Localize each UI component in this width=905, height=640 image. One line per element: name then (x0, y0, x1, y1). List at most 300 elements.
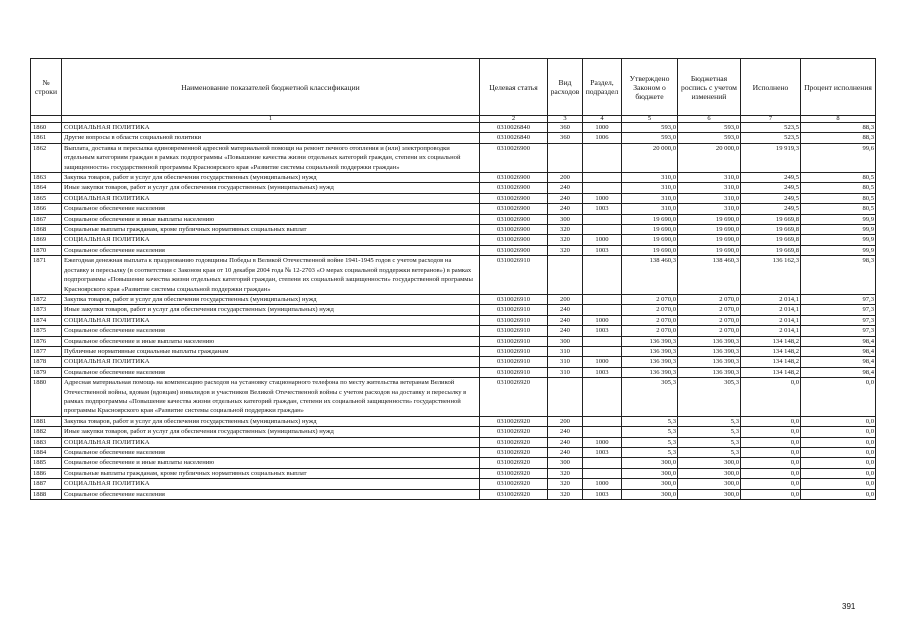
row-number: 1882 (31, 427, 62, 437)
approved-amount: 593,0 (622, 123, 678, 133)
row-number: 1883 (31, 437, 62, 447)
col-header-vid: Вид расходов (548, 59, 583, 116)
table-row (31, 378, 876, 417)
executed-amount: 0,0 (741, 489, 801, 499)
target-article: 0310026920 (480, 448, 548, 458)
table-row (31, 427, 876, 437)
target-article: 0310026910 (480, 305, 548, 315)
execution-percent: 0,0 (801, 468, 876, 478)
section-subsection (583, 143, 622, 172)
budget-list-amount: 310,0 (678, 173, 741, 183)
table-row (31, 123, 876, 133)
indicator-name: Социальные выплаты гражданам, кроме публичных нормативных социальных выплат (62, 225, 480, 235)
target-article: 0310026900 (480, 214, 548, 224)
executed-amount: 0,0 (741, 437, 801, 447)
col-header-budget-list: Бюджетная роспись с учетом изменений (678, 59, 741, 116)
indicator-name: Закупка товаров, работ и услуг для обеспечения государственных (муниципальных) нужд (62, 173, 480, 183)
expense-type: 240 (548, 305, 583, 315)
budget-list-amount: 136 390,3 (678, 336, 741, 346)
executed-amount: 136 162,3 (741, 256, 801, 295)
execution-percent: 99,6 (801, 143, 876, 172)
target-article: 0310026920 (480, 479, 548, 489)
execution-percent: 97,3 (801, 305, 876, 315)
approved-amount: 19 690,0 (622, 235, 678, 245)
approved-amount: 136 390,3 (622, 346, 678, 356)
section-subsection: 1003 (583, 448, 622, 458)
expense-type: 320 (548, 225, 583, 235)
budget-list-amount: 593,0 (678, 123, 741, 133)
row-number: 1880 (31, 378, 62, 417)
column-number: 6 (678, 116, 741, 123)
table-row (31, 183, 876, 193)
execution-percent: 0,0 (801, 437, 876, 447)
executed-amount: 2 014,1 (741, 294, 801, 304)
budget-table (30, 58, 876, 500)
expense-type: 320 (548, 468, 583, 478)
target-article: 0310026910 (480, 357, 548, 367)
budget-list-amount: 5,3 (678, 416, 741, 426)
executed-amount: 0,0 (741, 458, 801, 468)
table-row (31, 256, 876, 295)
budget-list-amount: 300,0 (678, 458, 741, 468)
section-subsection (583, 427, 622, 437)
budget-list-amount: 300,0 (678, 479, 741, 489)
executed-amount: 134 148,2 (741, 357, 801, 367)
approved-amount: 305,3 (622, 378, 678, 417)
execution-percent: 98,4 (801, 367, 876, 377)
row-number: 1864 (31, 183, 62, 193)
column-number: 5 (622, 116, 678, 123)
expense-type (548, 256, 583, 295)
approved-amount: 19 690,0 (622, 214, 678, 224)
executed-amount: 0,0 (741, 378, 801, 417)
row-number: 1875 (31, 326, 62, 336)
section-subsection: 1000 (583, 315, 622, 325)
table-row (31, 357, 876, 367)
budget-list-amount: 5,3 (678, 437, 741, 447)
approved-amount: 2 070,0 (622, 315, 678, 325)
budget-list-amount: 305,3 (678, 378, 741, 417)
section-subsection: 1006 (583, 133, 622, 143)
budget-list-amount: 19 690,0 (678, 225, 741, 235)
expense-type: 300 (548, 336, 583, 346)
approved-amount: 19 690,0 (622, 245, 678, 255)
approved-amount: 19 690,0 (622, 225, 678, 235)
approved-amount: 5,3 (622, 427, 678, 437)
executed-amount: 134 148,2 (741, 346, 801, 356)
executed-amount: 0,0 (741, 479, 801, 489)
expense-type: 320 (548, 235, 583, 245)
indicator-name: СОЦИАЛЬНАЯ ПОЛИТИКА (62, 193, 480, 203)
expense-type: 300 (548, 214, 583, 224)
expense-type: 320 (548, 479, 583, 489)
expense-type: 240 (548, 204, 583, 214)
section-subsection (583, 225, 622, 235)
indicator-name: СОЦИАЛЬНАЯ ПОЛИТИКА (62, 357, 480, 367)
header-row (31, 59, 876, 116)
row-number: 1876 (31, 336, 62, 346)
expense-type: 240 (548, 193, 583, 203)
approved-amount: 310,0 (622, 183, 678, 193)
section-subsection: 1000 (583, 193, 622, 203)
budget-list-amount: 138 460,3 (678, 256, 741, 295)
target-article: 0310026900 (480, 204, 548, 214)
indicator-name: Иные закупки товаров, работ и услуг для обеспечения государственных (муниципальных) нужд (62, 183, 480, 193)
column-number: 8 (801, 116, 876, 123)
indicator-name: Иные закупки товаров, работ и услуг для обеспечения государственных (муниципальных) нужд (62, 427, 480, 437)
indicator-name: Закупка товаров, работ и услуг для обеспечения государственных (муниципальных) нужд (62, 416, 480, 426)
row-number: 1872 (31, 294, 62, 304)
indicator-name: Социальное обеспечение населения (62, 367, 480, 377)
budget-list-amount: 2 070,0 (678, 315, 741, 325)
execution-percent: 99,9 (801, 225, 876, 235)
approved-amount: 300,0 (622, 489, 678, 499)
execution-percent: 0,0 (801, 448, 876, 458)
col-header-section: Раздел, подраздел (583, 59, 622, 116)
table-row (31, 437, 876, 447)
target-article: 0310026900 (480, 245, 548, 255)
execution-percent: 80,5 (801, 193, 876, 203)
row-number: 1860 (31, 123, 62, 133)
column-number-row (31, 116, 876, 123)
table-row (31, 315, 876, 325)
budget-list-amount: 20 000,0 (678, 143, 741, 172)
budget-list-amount: 5,3 (678, 448, 741, 458)
executed-amount: 134 148,2 (741, 336, 801, 346)
target-article: 0310026920 (480, 378, 548, 417)
indicator-name: СОЦИАЛЬНАЯ ПОЛИТИКА (62, 235, 480, 245)
row-number: 1878 (31, 357, 62, 367)
section-subsection (583, 458, 622, 468)
target-article: 0310026840 (480, 123, 548, 133)
row-number: 1881 (31, 416, 62, 426)
approved-amount: 2 070,0 (622, 326, 678, 336)
section-subsection (583, 378, 622, 417)
approved-amount: 136 390,3 (622, 367, 678, 377)
row-number: 1869 (31, 235, 62, 245)
indicator-name: Социальное обеспечение и иные выплаты населению (62, 336, 480, 346)
row-number: 1884 (31, 448, 62, 458)
executed-amount: 523,5 (741, 133, 801, 143)
indicator-name: Социальное обеспечение населения (62, 326, 480, 336)
row-number: 1862 (31, 143, 62, 172)
execution-percent: 99,9 (801, 235, 876, 245)
execution-percent: 97,3 (801, 326, 876, 336)
executed-amount: 134 148,2 (741, 367, 801, 377)
indicator-name: Социальное обеспечение и иные выплаты населению (62, 458, 480, 468)
section-subsection: 1000 (583, 357, 622, 367)
col-header-row-no: № строки (31, 59, 62, 116)
executed-amount: 523,5 (741, 123, 801, 133)
budget-list-amount: 310,0 (678, 183, 741, 193)
execution-percent: 0,0 (801, 427, 876, 437)
approved-amount: 5,3 (622, 448, 678, 458)
section-subsection (583, 294, 622, 304)
col-header-name: Наименование показателей бюджетной классификации (62, 59, 480, 116)
expense-type (548, 143, 583, 172)
indicator-name: Социальное обеспечение населения (62, 245, 480, 255)
execution-percent: 0,0 (801, 479, 876, 489)
budget-list-amount: 310,0 (678, 193, 741, 203)
expense-type: 240 (548, 448, 583, 458)
target-article: 0310026840 (480, 133, 548, 143)
section-subsection (583, 173, 622, 183)
budget-list-amount: 2 070,0 (678, 305, 741, 315)
section-subsection (583, 416, 622, 426)
executed-amount: 19 669,8 (741, 225, 801, 235)
table-row (31, 305, 876, 315)
table-row (31, 204, 876, 214)
budget-list-amount: 300,0 (678, 489, 741, 499)
row-number: 1879 (31, 367, 62, 377)
indicator-name: Публичные нормативные социальные выплаты гражданам (62, 346, 480, 356)
section-subsection: 1003 (583, 367, 622, 377)
expense-type: 300 (548, 458, 583, 468)
target-article: 0310026910 (480, 315, 548, 325)
execution-percent: 97,3 (801, 315, 876, 325)
row-number: 1886 (31, 468, 62, 478)
row-number: 1866 (31, 204, 62, 214)
section-subsection (583, 256, 622, 295)
target-article: 0310026920 (480, 416, 548, 426)
row-number: 1863 (31, 173, 62, 183)
execution-percent: 0,0 (801, 489, 876, 499)
row-number: 1865 (31, 193, 62, 203)
section-subsection (583, 305, 622, 315)
indicator-name: Другие вопросы в области социальной политики (62, 133, 480, 143)
section-subsection: 1000 (583, 235, 622, 245)
column-number: 4 (583, 116, 622, 123)
expense-type: 320 (548, 489, 583, 499)
budget-list-amount: 19 690,0 (678, 245, 741, 255)
table-row (31, 416, 876, 426)
table-row (31, 468, 876, 478)
table-row (31, 294, 876, 304)
executed-amount: 0,0 (741, 416, 801, 426)
execution-percent: 0,0 (801, 416, 876, 426)
expense-type: 240 (548, 326, 583, 336)
section-subsection: 1003 (583, 204, 622, 214)
table-row (31, 245, 876, 255)
approved-amount: 310,0 (622, 193, 678, 203)
indicator-name: Социальные выплаты гражданам, кроме публичных нормативных социальных выплат (62, 468, 480, 478)
budget-list-amount: 136 390,3 (678, 346, 741, 356)
section-subsection (583, 468, 622, 478)
table-row (31, 143, 876, 172)
row-number: 1861 (31, 133, 62, 143)
expense-type (548, 378, 583, 417)
approved-amount: 310,0 (622, 204, 678, 214)
executed-amount: 249,5 (741, 173, 801, 183)
execution-percent: 98,4 (801, 346, 876, 356)
execution-percent: 98,3 (801, 256, 876, 295)
executed-amount: 19 919,3 (741, 143, 801, 172)
indicator-name: СОЦИАЛЬНАЯ ПОЛИТИКА (62, 479, 480, 489)
col-header-executed: Исполнено (741, 59, 801, 116)
table-row (31, 214, 876, 224)
execution-percent: 88,3 (801, 133, 876, 143)
target-article: 0310026900 (480, 235, 548, 245)
table-row (31, 346, 876, 356)
approved-amount: 136 390,3 (622, 336, 678, 346)
execution-percent: 0,0 (801, 378, 876, 417)
target-article: 0310026910 (480, 326, 548, 336)
target-article: 0310026920 (480, 468, 548, 478)
section-subsection (583, 336, 622, 346)
approved-amount: 300,0 (622, 468, 678, 478)
indicator-name: Выплата, доставка и пересылка единовременной адресной материальной помощи на ремонт печного отопления и (или) электропроводки отдельным категориям граждан в рамках подпрограммы «Повышение качества жизни отдельных категорий граждан, степени их социальной защищенности» государственной программы Красноярского края «Развитие системы социальной поддержки граждан» (62, 143, 480, 172)
section-subsection: 1000 (583, 479, 622, 489)
budget-list-amount: 2 070,0 (678, 326, 741, 336)
executed-amount: 2 014,1 (741, 326, 801, 336)
table-row (31, 367, 876, 377)
execution-percent: 98,4 (801, 357, 876, 367)
expense-type: 360 (548, 133, 583, 143)
execution-percent: 97,3 (801, 294, 876, 304)
indicator-name: Социальное обеспечение населения (62, 489, 480, 499)
target-article: 0310026900 (480, 193, 548, 203)
expense-type: 310 (548, 367, 583, 377)
page-number: 391 (842, 602, 856, 611)
execution-percent: 80,5 (801, 173, 876, 183)
expense-type: 200 (548, 173, 583, 183)
indicator-name: Ежегодная денежная выплата к празднованию годовщины Победы в Великой Отечественной войне 1941-1945 годов с учетом расходов на доставку и пересылку (в соответствии с Законом края от 10 декабря 2004 года № 12-2703 «О мерах социальной поддержки ветеранов») в рамках подпрограммы «Повышение качества жизни отдельных категорий граждан, степени их социальной защищенности» государственной программы Красноярского края «Развитие системы социальной поддержки граждан» (62, 256, 480, 295)
executed-amount: 19 669,8 (741, 245, 801, 255)
budget-list-amount: 300,0 (678, 468, 741, 478)
indicator-name: СОЦИАЛЬНАЯ ПОЛИТИКА (62, 315, 480, 325)
row-number: 1887 (31, 479, 62, 489)
executed-amount: 249,5 (741, 183, 801, 193)
executed-amount: 0,0 (741, 468, 801, 478)
expense-type: 360 (548, 123, 583, 133)
executed-amount: 19 669,8 (741, 214, 801, 224)
executed-amount: 2 014,1 (741, 315, 801, 325)
indicator-name: Иные закупки товаров, работ и услуг для обеспечения государственных (муниципальных) нужд (62, 305, 480, 315)
row-number: 1867 (31, 214, 62, 224)
target-article: 0310026910 (480, 367, 548, 377)
approved-amount: 300,0 (622, 479, 678, 489)
section-subsection (583, 346, 622, 356)
budget-list-amount: 136 390,3 (678, 357, 741, 367)
target-article: 0310026900 (480, 225, 548, 235)
expense-type: 320 (548, 245, 583, 255)
indicator-name: Адресная материальная помощь на компенсацию расходов на установку стационарного телефона по месту жительства ветеранам Великой Отечественной войны, вдовам (вдовцам) инвалидов и участников Великой Отечественной войны с учетом расходов на доставку и пересылку в рамках подпрограммы «Повышение качества жизни отдельных категорий граждан, степени их социальной защищенности» государственной программы Красноярского края «Развитие системы социальной поддержки граждан» (62, 378, 480, 417)
executed-amount: 0,0 (741, 427, 801, 437)
table-row (31, 489, 876, 499)
expense-type: 240 (548, 315, 583, 325)
table-row (31, 133, 876, 143)
target-article: 0310026920 (480, 437, 548, 447)
approved-amount: 310,0 (622, 173, 678, 183)
expense-type: 200 (548, 294, 583, 304)
budget-list-amount: 310,0 (678, 204, 741, 214)
execution-percent: 98,4 (801, 336, 876, 346)
row-number: 1885 (31, 458, 62, 468)
table-row (31, 458, 876, 468)
budget-list-amount: 19 690,0 (678, 214, 741, 224)
section-subsection (583, 183, 622, 193)
row-number: 1868 (31, 225, 62, 235)
table-body (31, 123, 876, 500)
table-row (31, 225, 876, 235)
column-number: 3 (548, 116, 583, 123)
executed-amount: 0,0 (741, 448, 801, 458)
budget-list-amount: 5,3 (678, 427, 741, 437)
expense-type: 240 (548, 183, 583, 193)
section-subsection (583, 214, 622, 224)
table-row (31, 448, 876, 458)
execution-percent: 99,9 (801, 245, 876, 255)
table-row (31, 479, 876, 489)
section-subsection: 1003 (583, 326, 622, 336)
column-number: 7 (741, 116, 801, 123)
indicator-name: Социальное обеспечение населения (62, 204, 480, 214)
indicator-name: Закупка товаров, работ и услуг для обеспечения государственных (муниципальных) нужд (62, 294, 480, 304)
approved-amount: 138 460,3 (622, 256, 678, 295)
row-number: 1873 (31, 305, 62, 315)
row-number: 1874 (31, 315, 62, 325)
execution-percent: 80,5 (801, 204, 876, 214)
column-number: 1 (62, 116, 480, 123)
executed-amount: 249,5 (741, 204, 801, 214)
target-article: 0310026900 (480, 173, 548, 183)
approved-amount: 593,0 (622, 133, 678, 143)
approved-amount: 5,3 (622, 437, 678, 447)
row-number: 1877 (31, 346, 62, 356)
execution-percent: 99,9 (801, 214, 876, 224)
execution-percent: 0,0 (801, 458, 876, 468)
row-number: 1870 (31, 245, 62, 255)
column-number: 2 (480, 116, 548, 123)
budget-list-amount: 136 390,3 (678, 367, 741, 377)
target-article: 0310026910 (480, 256, 548, 295)
target-article: 0310026900 (480, 143, 548, 172)
target-article: 0310026920 (480, 427, 548, 437)
table-row (31, 235, 876, 245)
target-article: 0310026910 (480, 336, 548, 346)
indicator-name: СОЦИАЛЬНАЯ ПОЛИТИКА (62, 123, 480, 133)
expense-type: 310 (548, 346, 583, 356)
budget-list-amount: 2 070,0 (678, 294, 741, 304)
expense-type: 200 (548, 416, 583, 426)
execution-percent: 88,3 (801, 123, 876, 133)
row-number: 1871 (31, 256, 62, 295)
approved-amount: 300,0 (622, 458, 678, 468)
approved-amount: 5,3 (622, 416, 678, 426)
expense-type: 240 (548, 437, 583, 447)
approved-amount: 20 000,0 (622, 143, 678, 172)
section-subsection: 1003 (583, 489, 622, 499)
approved-amount: 2 070,0 (622, 305, 678, 315)
executed-amount: 2 014,1 (741, 305, 801, 315)
section-subsection: 1000 (583, 123, 622, 133)
indicator-name: Социальное обеспечение и иные выплаты населению (62, 214, 480, 224)
target-article: 0310026920 (480, 458, 548, 468)
target-article: 0310026910 (480, 294, 548, 304)
table-row (31, 336, 876, 346)
section-subsection: 1003 (583, 245, 622, 255)
table-row (31, 326, 876, 336)
executed-amount: 19 669,8 (741, 235, 801, 245)
target-article: 0310026920 (480, 489, 548, 499)
col-header-approved: Утверждено Законом о бюджете (622, 59, 678, 116)
indicator-name: Социальное обеспечение населения (62, 448, 480, 458)
col-header-percent: Процент исполнения (801, 59, 876, 116)
target-article: 0310026900 (480, 183, 548, 193)
execution-percent: 80,5 (801, 183, 876, 193)
col-header-target: Целевая статья (480, 59, 548, 116)
row-number: 1888 (31, 489, 62, 499)
